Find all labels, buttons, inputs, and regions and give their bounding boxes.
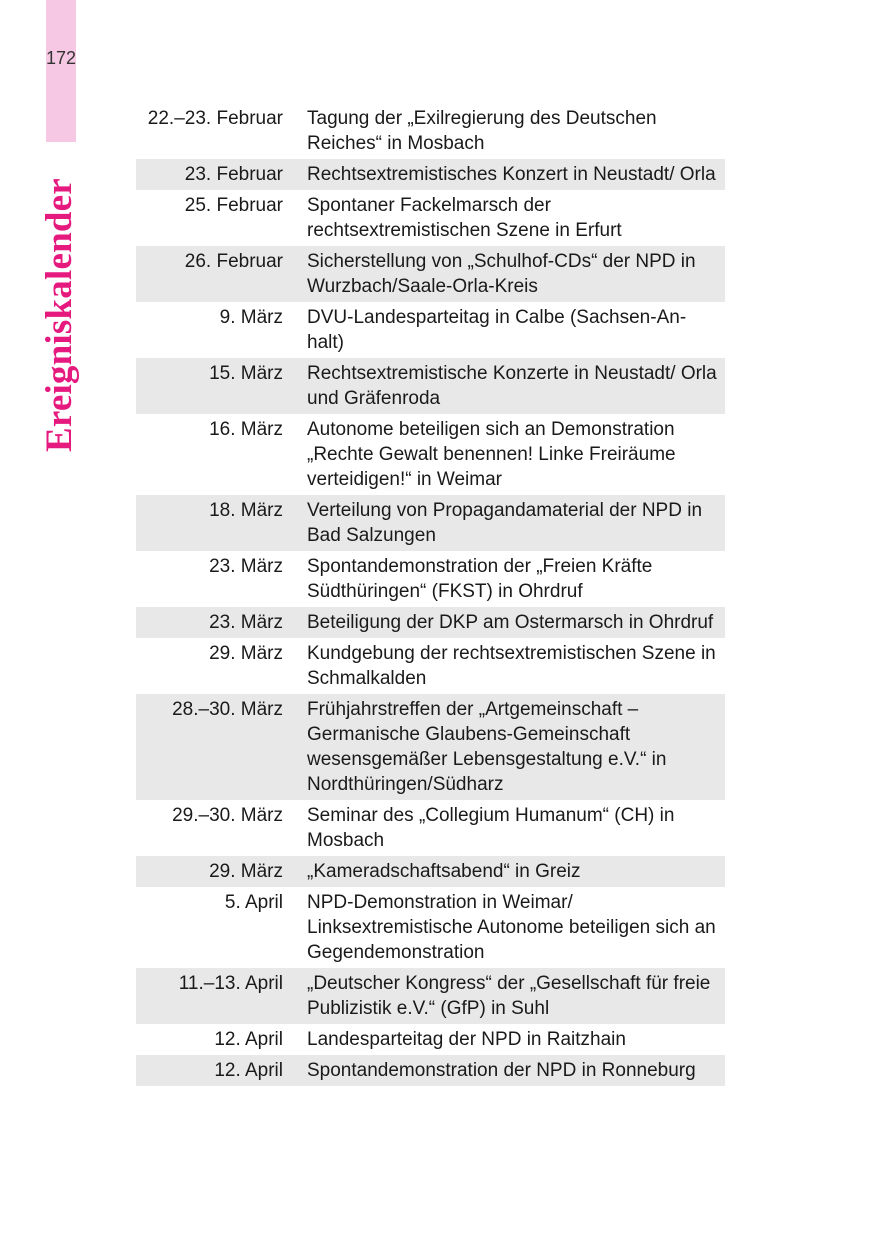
event-date: 29. März [209,643,283,664]
event-description: Rechtsextremistisches Konzert in Neustadt/ Orla [307,164,716,185]
calendar-row [136,414,725,495]
event-description: DVU-Landesparteitag in Calbe (Sachsen-An- halt) [307,307,687,353]
event-date: 23. März [209,556,283,577]
event-description: Spontaner Fackelmarsch der rechtsextremistischen Szene in Erfurt [307,195,622,241]
event-date: 29. März [209,861,283,882]
calendar-row [136,159,725,190]
event-description: „Deutscher Kongress“ der „Gesellschaft für freie Publizistik e.V.“ (GfP) in Suhl [307,973,711,1019]
event-calendar [136,103,725,1086]
calendar-row [136,968,725,1024]
event-date: 23. Februar [184,164,283,185]
calendar-row [136,358,725,414]
event-date: 22.–23. Februar [147,108,283,129]
calendar-row [136,694,725,800]
event-description: Beteiligung der DKP am Ostermarsch in Ohrdruf [307,612,714,633]
page-number: 172 [46,48,77,68]
event-description: Seminar des „Collegium Humanum“ (CH) in Mosbach [307,805,675,851]
calendar-row [136,1024,725,1055]
event-date: 15. März [209,363,283,384]
calendar-row [136,638,725,694]
event-description: Sicherstellung von „Schulhof-CDs“ der NPD in Wurzbach/Saale-Orla-Kreis [307,251,696,297]
event-date: 25. Februar [184,195,283,216]
calendar-row [136,103,725,159]
event-date: 16. März [209,419,283,440]
event-description: „Kameradschaftsabend“ in Greiz [307,861,581,882]
event-description: Landesparteitag der NPD in Raitzhain [307,1029,626,1050]
event-description: Spontandemonstration der „Freien Kräfte Südthüringen“ (FKST) in Ohrdruf [307,556,653,602]
event-date: 28.–30. März [172,699,283,720]
event-date: 23. März [209,612,283,633]
event-description: Spontandemonstration der NPD in Ronneburg [307,1060,696,1081]
calendar-row [136,856,725,887]
calendar-row [136,551,725,607]
event-date: 26. Februar [184,251,283,272]
calendar-row [136,495,725,551]
calendar-row [136,246,725,302]
event-date: 11.–13. April [178,973,283,994]
event-description: Autonome beteiligen sich an Demonstration „Rechte Gewalt benennen! Linke Freiräume verteidigen!“ in Weimar [307,419,676,490]
calendar-row [136,302,725,358]
calendar-row [136,1055,725,1086]
event-description: Verteilung von Propagandamaterial der NPD in Bad Salzungen [307,500,703,546]
event-description: Tagung der „Exilregierung des Deutschen Reiches“ in Mosbach [307,108,657,154]
event-description: Rechtsextremistische Konzerte in Neustadt/ Orla und Gräfenroda [307,363,717,409]
event-date: 12. April [214,1060,283,1081]
event-date: 5. April [224,892,283,913]
event-description: Kundgebung der rechtsextremistischen Szene in Schmalkalden [307,643,716,689]
event-description: NPD-Demonstration in Weimar/ Linksextremistische Autonome beteiligen sich an Gegendemonstration [307,892,716,963]
calendar-row [136,887,725,968]
event-description: Frühjahrstreffen der „Artgemeinschaft – Germanische Glaubens-Gemeinschaft wesensgemäßer Lebensgestaltung e.V.“ in Nordthüringen/Südharz [307,699,667,795]
event-date: 18. März [209,500,283,521]
event-date: 29.–30. März [172,805,283,826]
event-date: 9. März [219,307,283,328]
section-title: Ereigniskalender [39,178,80,452]
calendar-row [136,190,725,246]
section-color-band [46,0,76,142]
calendar-row [136,607,725,638]
event-date: 12. April [214,1029,283,1050]
calendar-row [136,800,725,856]
